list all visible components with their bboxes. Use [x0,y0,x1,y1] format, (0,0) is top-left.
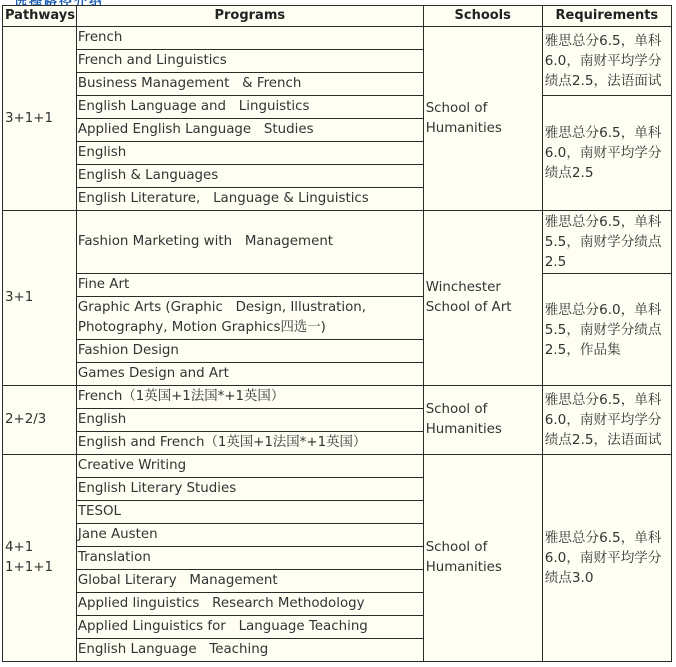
table-row [3,96,672,119]
header-row [3,6,672,27]
program-cell: English Literary Studies [76,478,423,501]
program-cell: English [76,142,423,165]
table-row [3,274,672,297]
school-cell: Winchester School of Art [423,211,542,386]
table-row [3,386,672,409]
pathway-cell: 2+2/3 [3,386,77,455]
program-cell: Creative Writing [76,455,423,478]
school-cell: School of Humanities [423,27,542,211]
requirement-cell: 雅思总分6.5，单科6.0，南财平均学分绩点2.5，法语面试 [542,27,671,96]
program-cell: Applied Linguistics for Language Teaching [76,616,423,639]
program-cell: TESOL [76,501,423,524]
header-requirements: Requirements [542,6,671,27]
table-body [3,27,672,662]
program-cell: Jane Austen [76,524,423,547]
program-cell: English and French（1英国+1法国*+1英国） [76,432,423,455]
school-cell: School of Humanities [423,455,542,662]
table-row [3,211,672,274]
header-pathways: Pathways [3,6,77,27]
header-schools: Schools [423,6,542,27]
requirement-cell: 雅思总分6.5，单科5.5，南财学分绩点2.5 [542,211,671,274]
program-cell: French [76,27,423,50]
program-cell: English Language Teaching [76,639,423,662]
program-cell: English Literature, Language & Linguistics [76,188,423,211]
program-cell: Translation [76,547,423,570]
requirement-cell: 雅思总分6.0，单科5.5，南财学分绩点2.5，作品集 [542,274,671,386]
program-cell: Fashion Marketing with Management [76,211,423,274]
program-cell: Fashion Design [76,340,423,363]
program-cell: Fine Art [76,274,423,297]
requirement-cell: 雅思总分6.5，单科6.0，南财平均学分绩点3.0 [542,455,671,662]
school-cell: School of Humanities [423,386,542,455]
program-cell: English Language and Linguistics [76,96,423,119]
program-cell: Graphic Arts (Graphic Design, Illustration, Photography, Motion Graphics四选一) [76,297,423,340]
requirement-cell: 雅思总分6.5，单科6.0，南财平均学分绩点2.5，法语面试 [542,386,671,455]
pathway-cell: 3+1+1 [3,27,77,211]
table-row [3,27,672,50]
program-cell: French（1英国+1法国*+1英国） [76,386,423,409]
program-cell: Applied linguistics Research Methodology [76,593,423,616]
program-cell: English & Languages [76,165,423,188]
header-programs: Programs [76,6,423,27]
pathway-cell: 4+1 1+1+1 [3,455,77,662]
requirement-cell: 雅思总分6.5，单科6.0，南财平均学分绩点2.5 [542,96,671,211]
program-cell: Games Design and Art [76,363,423,386]
program-cell: Applied English Language Studies [76,119,423,142]
program-cell: Global Literary Management [76,570,423,593]
programs-table [2,5,672,662]
program-cell: French and Linguistics [76,50,423,73]
program-cell: Business Management & French [76,73,423,96]
program-cell: English [76,409,423,432]
pathway-cell: 3+1 [3,211,77,386]
table-row [3,455,672,478]
